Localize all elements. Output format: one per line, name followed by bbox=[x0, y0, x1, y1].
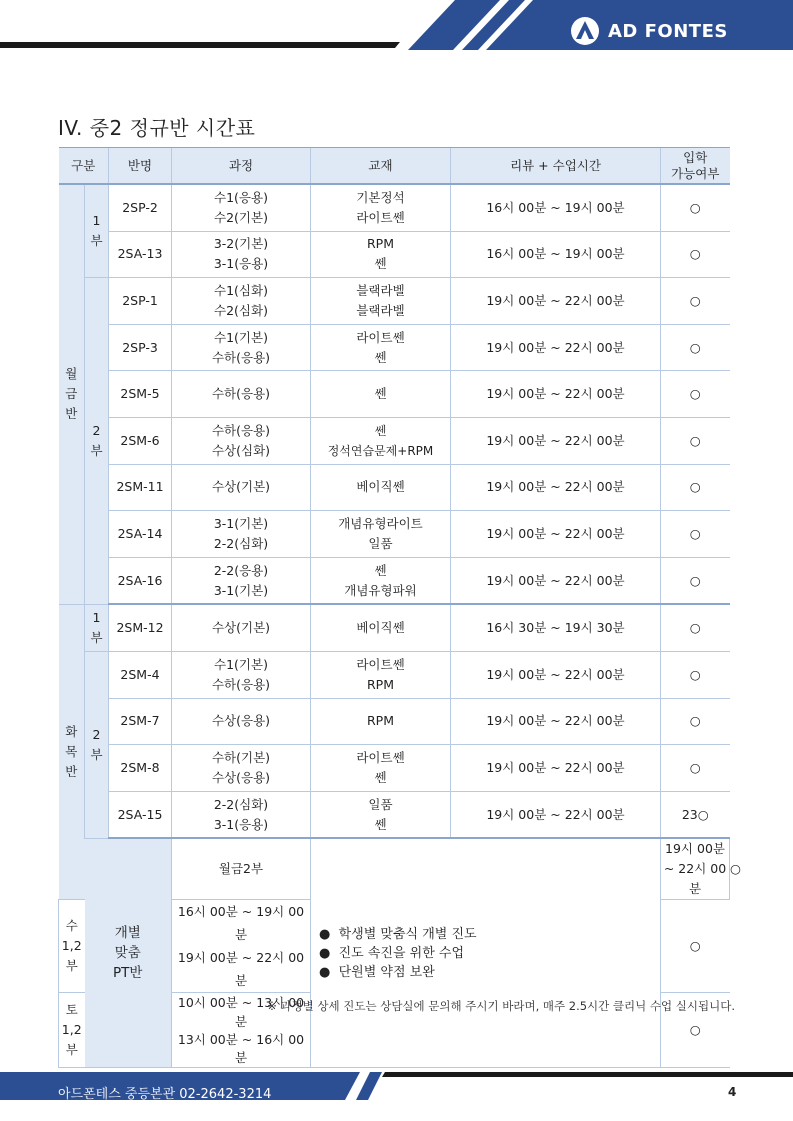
class-cell: 수1,2부 bbox=[59, 900, 85, 993]
textbook-cell: 라이트쎈 쎈 bbox=[311, 745, 451, 792]
textbook-cell: 쎈 bbox=[311, 371, 451, 418]
part-label-2 bbox=[85, 278, 109, 605]
group-text: 화 목 반 bbox=[65, 724, 78, 780]
part-label-1 bbox=[85, 604, 109, 651]
time-cell: 19시 00분 ~ 22시 00분 bbox=[451, 371, 661, 418]
header-enroll-line2: 가능여부 bbox=[671, 165, 720, 181]
table-row bbox=[59, 698, 730, 745]
enroll-cell: ○ bbox=[661, 604, 730, 651]
time-cell: 19시 00분 ~ 22시 00분 bbox=[451, 791, 661, 838]
table-row bbox=[59, 324, 730, 371]
textbook-cell: 쎈 정석연습문제+RPM bbox=[311, 417, 451, 464]
table-row bbox=[59, 604, 730, 651]
time-cell: 19시 00분 ~ 22시 00분 bbox=[451, 278, 661, 325]
course-cell: 수1(심화) 수2(심화) bbox=[172, 278, 311, 325]
table-row bbox=[59, 231, 730, 278]
enroll-cell: ○ bbox=[661, 371, 730, 418]
course-cell: 수상(기본) bbox=[172, 604, 311, 651]
class-cell: 2SM-11 bbox=[109, 464, 172, 511]
course-cell: 수하(기본) 수상(응용) bbox=[172, 745, 311, 792]
enroll-cell: ○ bbox=[661, 464, 730, 511]
table-row bbox=[59, 511, 730, 558]
table-row: 개별 맞춤 PT반 월금2부 ● 학생별 맞춤식 개별 진도 ● 진도 속진을 위한 수업 ● 단원별 약점 보완 19시 00분 ~ 22시 00분 ○ bbox=[59, 838, 730, 900]
part-label-1 bbox=[85, 184, 109, 278]
brand-name: AD FONTES bbox=[608, 20, 728, 42]
time-cell: 19시 00분 ~ 22시 00분 bbox=[661, 838, 730, 900]
course-cell: 3-1(기본) 2-2(심화) bbox=[172, 511, 311, 558]
course-cell: 수하(응용) 수상(심화) bbox=[172, 417, 311, 464]
bullet-text: 단원별 약점 보완 bbox=[338, 964, 435, 980]
header-course: 과정 bbox=[172, 148, 311, 185]
textbook-cell: 베이직쎈 bbox=[311, 464, 451, 511]
class-cell: 토1,2부 bbox=[59, 993, 85, 1068]
part-text: 2 부 bbox=[90, 726, 103, 762]
part-text: 1 부 bbox=[90, 609, 103, 645]
textbook-cell: RPM 쎈 bbox=[311, 231, 451, 278]
time-cell: 19시 00분 ~ 22시 00분 bbox=[451, 324, 661, 371]
group-text: 개별 맞춤 PT반 bbox=[113, 925, 143, 982]
course-cell: 수상(기본) bbox=[172, 464, 311, 511]
enroll-cell: ○ bbox=[661, 417, 730, 464]
time-cell: 16시 00분 ~ 19시 00분 bbox=[172, 900, 311, 947]
time-cell: 19시 00분 ~ 22시 00분 bbox=[451, 698, 661, 745]
table-row bbox=[59, 184, 730, 231]
enroll-cell: 23○ bbox=[661, 791, 730, 838]
textbook-cell: 개념유형라이트 일품 bbox=[311, 511, 451, 558]
schedule-table bbox=[58, 147, 741, 1068]
table-row bbox=[59, 557, 730, 604]
textbook-cell: 블랙라벨 블랙라벨 bbox=[311, 278, 451, 325]
textbook-cell: 라이트쎈 쎈 bbox=[311, 324, 451, 371]
time-cell: 19시 00분 ~ 22시 00분 bbox=[451, 464, 661, 511]
enroll-cell: ○ bbox=[661, 698, 730, 745]
class-cell: 2SM-12 bbox=[109, 604, 172, 651]
course-cell: 수상(응용) bbox=[172, 698, 311, 745]
bullet-item: ● 진도 속진을 위한 수업 bbox=[319, 945, 465, 961]
page-number: 4 bbox=[728, 1085, 737, 1099]
bullet-item: ● 단원별 약점 보완 bbox=[319, 964, 435, 980]
textbook-cell: 라이트쎈 RPM bbox=[311, 651, 451, 698]
time-cell: 16시 00분 ~ 19시 00분 bbox=[451, 231, 661, 278]
enroll-cell: ○ bbox=[661, 993, 730, 1068]
enroll-cell: ○ bbox=[661, 900, 730, 993]
time-cell: 10시 00분 ~ 13시 00분 bbox=[172, 993, 311, 1032]
bullet-item: ● 학생별 맞춤식 개별 진도 bbox=[319, 926, 477, 942]
time-cell: 19시 00분 ~ 22시 00분 bbox=[172, 946, 311, 993]
time-cell: 16시 30분 ~ 19시 30분 bbox=[451, 604, 661, 651]
part-text: 1 부 bbox=[90, 213, 103, 249]
table-row bbox=[59, 278, 730, 325]
textbook-cell: 베이직쎈 bbox=[311, 604, 451, 651]
header-time: 리뷰 + 수업시간 bbox=[451, 148, 661, 185]
footer-contact: 아드폰테스 중등본관 02-2642-3214 bbox=[58, 1087, 272, 1102]
textbook-cell: 일품 쎈 bbox=[311, 791, 451, 838]
enroll-cell: ○ bbox=[661, 231, 730, 278]
class-cell: 2SA-15 bbox=[109, 791, 172, 838]
class-cell: 2SA-16 bbox=[109, 557, 172, 604]
table-row bbox=[59, 417, 730, 464]
class-cell: 2SA-14 bbox=[109, 511, 172, 558]
part-text: 2 부 bbox=[90, 423, 103, 459]
table-row bbox=[59, 651, 730, 698]
enroll-cell: ○ bbox=[661, 511, 730, 558]
textbook-cell: 기본정석 라이트쎈 bbox=[311, 184, 451, 231]
header-textbook: 교재 bbox=[311, 148, 451, 185]
time-cell: 19시 00분 ~ 22시 00분 bbox=[451, 745, 661, 792]
time-cell: 19시 00분 ~ 22시 00분 bbox=[451, 557, 661, 604]
time-cell: 19시 00분 ~ 22시 00분 bbox=[451, 511, 661, 558]
table-row bbox=[59, 464, 730, 511]
enroll-cell: ○ bbox=[661, 184, 730, 231]
header-enroll bbox=[661, 148, 730, 185]
table-header-row bbox=[59, 148, 730, 185]
time-cell: 16시 00분 ~ 19시 00분 bbox=[451, 184, 661, 231]
group-text: 월 금 반 bbox=[65, 366, 78, 422]
class-cell: 2SM-4 bbox=[109, 651, 172, 698]
ad-fontes-logo-icon bbox=[570, 16, 600, 46]
class-cell: 2SP-1 bbox=[109, 278, 172, 325]
group-label-pt bbox=[85, 838, 172, 1068]
textbook-cell: RPM bbox=[311, 698, 451, 745]
course-cell: 수하(응용) bbox=[172, 371, 311, 418]
bullet-text: 진도 속진을 위한 수업 bbox=[338, 945, 465, 961]
time-cell: 19시 00분 ~ 22시 00분 bbox=[451, 417, 661, 464]
class-cell: 2SM-8 bbox=[109, 745, 172, 792]
time-cell: 13시 00분 ~ 16시 00분 bbox=[172, 1031, 311, 1068]
table-row bbox=[59, 371, 730, 418]
course-cell: 3-2(기본) 3-1(응용) bbox=[172, 231, 311, 278]
class-cell: 2SP-2 bbox=[109, 184, 172, 231]
enroll-cell: ○ bbox=[661, 278, 730, 325]
class-cell: 2SP-3 bbox=[109, 324, 172, 371]
enroll-cell: ○ bbox=[661, 557, 730, 604]
time-cell: 19시 00분 ~ 22시 00분 bbox=[451, 651, 661, 698]
footnote: ※ 과정별 상세 진도는 상담실에 문의해 주시기 바라며, 매주 2.5시간 클리닉 수업 실시됩니다. bbox=[267, 999, 735, 1013]
group-label-mon-fri bbox=[59, 184, 85, 604]
header-class: 반명 bbox=[109, 148, 172, 185]
class-cell: 2SM-6 bbox=[109, 417, 172, 464]
course-cell: 수1(기본) 수하(응용) bbox=[172, 651, 311, 698]
textbook-cell: 쎈 개념유형파워 bbox=[311, 557, 451, 604]
enroll-cell: ○ bbox=[661, 324, 730, 371]
pt-description bbox=[311, 838, 661, 1068]
course-cell: 2-2(응용) 3-1(기본) bbox=[172, 557, 311, 604]
group-label-tue-thu bbox=[59, 604, 85, 899]
class-cell: 월금2부 bbox=[172, 838, 311, 900]
table-row bbox=[59, 791, 730, 838]
course-cell: 수1(응용) 수2(기본) bbox=[172, 184, 311, 231]
part-label-2 bbox=[85, 651, 109, 838]
course-cell: 2-2(심화) 3-1(응용) bbox=[172, 791, 311, 838]
enroll-cell: ○ bbox=[661, 651, 730, 698]
header-group: 구분 bbox=[59, 148, 109, 185]
bullet-text: 학생별 맞춤식 개별 진도 bbox=[338, 926, 477, 942]
header-enroll-line1: 입학 bbox=[683, 149, 708, 165]
brand-logo bbox=[570, 14, 728, 48]
table-row bbox=[59, 745, 730, 792]
page-title: IV. 중2 정규반 시간표 bbox=[58, 116, 256, 140]
course-cell: 수1(기본) 수하(응용) bbox=[172, 324, 311, 371]
class-cell: 2SM-7 bbox=[109, 698, 172, 745]
class-cell: 2SM-5 bbox=[109, 371, 172, 418]
class-cell: 2SA-13 bbox=[109, 231, 172, 278]
enroll-cell: ○ bbox=[661, 745, 730, 792]
